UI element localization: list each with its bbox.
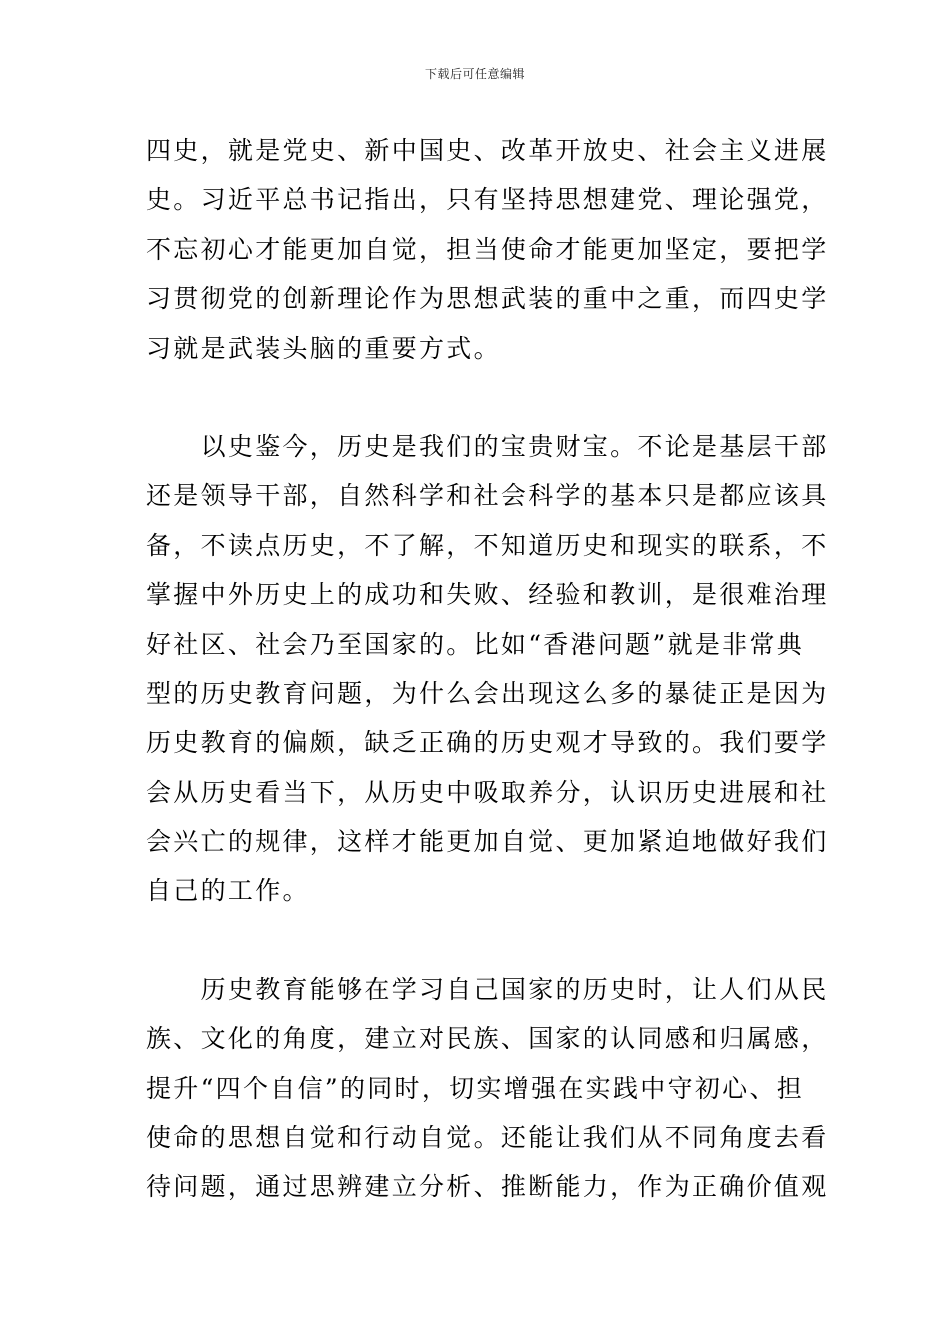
document-body [146,126,829,1212]
text-line: 以史鉴今，历史是我们的宝贵财宝。不论是基层干部 [146,431,829,461]
text-line: 待问题，通过思辨建立分析、推断能力，作为正确价值观 [146,1172,829,1202]
text-line: 掌握中外历史上的成功和失败、经验和教训，是很难治理 [146,580,829,610]
text-line: 自己的工作。 [146,876,310,906]
text-line: 习贯彻党的创新理论作为思想武装的重中之重，而四史学 [146,284,829,314]
text-line: 型的历史教育问题，为什么会出现这么多的暴徒正是因为 [146,678,829,708]
text-line: 备，不读点历史，不了解，不知道历史和现实的联系，不 [146,530,829,560]
text-line: 不忘初心才能更加自觉，担当使命才能更加坚定，要把学 [146,234,829,264]
paragraph [146,126,829,373]
paragraph [146,422,829,916]
text-line: 族、文化的角度，建立对民族、国家的认同感和归属感， [146,1024,829,1054]
text-line: 使命的思想自觉和行动自觉。还能让我们从不同角度去看 [146,1123,829,1153]
text-line: 提升“四个自信”的同时，切实增强在实践中守初心、担 [146,1073,805,1103]
text-line: 四史，就是党史、新中国史、改革开放史、社会主义进展 [146,136,829,165]
paragraph [146,965,829,1212]
text-line: 习就是武装头脑的重要方式。 [146,333,501,363]
page-header-note: 下载后可任意编辑 [424,67,525,81]
text-line: 好社区、社会乃至国家的。比如“香港问题”就是非常典 [146,629,805,659]
text-line: 史。习近平总书记指出，只有坚持思想建党、理论强党， [146,185,829,215]
text-line: 历史教育能够在学习自己国家的历史时，让人们从民 [146,974,829,1004]
text-line: 会兴亡的规律，这样才能更加自觉、更加紧迫地做好我们 [146,827,829,857]
text-line: 历史教育的偏颇，缺乏正确的历史观才导致的。我们要学 [146,728,829,758]
text-line: 会从历史看当下，从历史中吸取养分，认识历史进展和社 [146,777,829,807]
text-line: 还是领导干部，自然科学和社会科学的基本只是都应该具 [146,481,829,511]
